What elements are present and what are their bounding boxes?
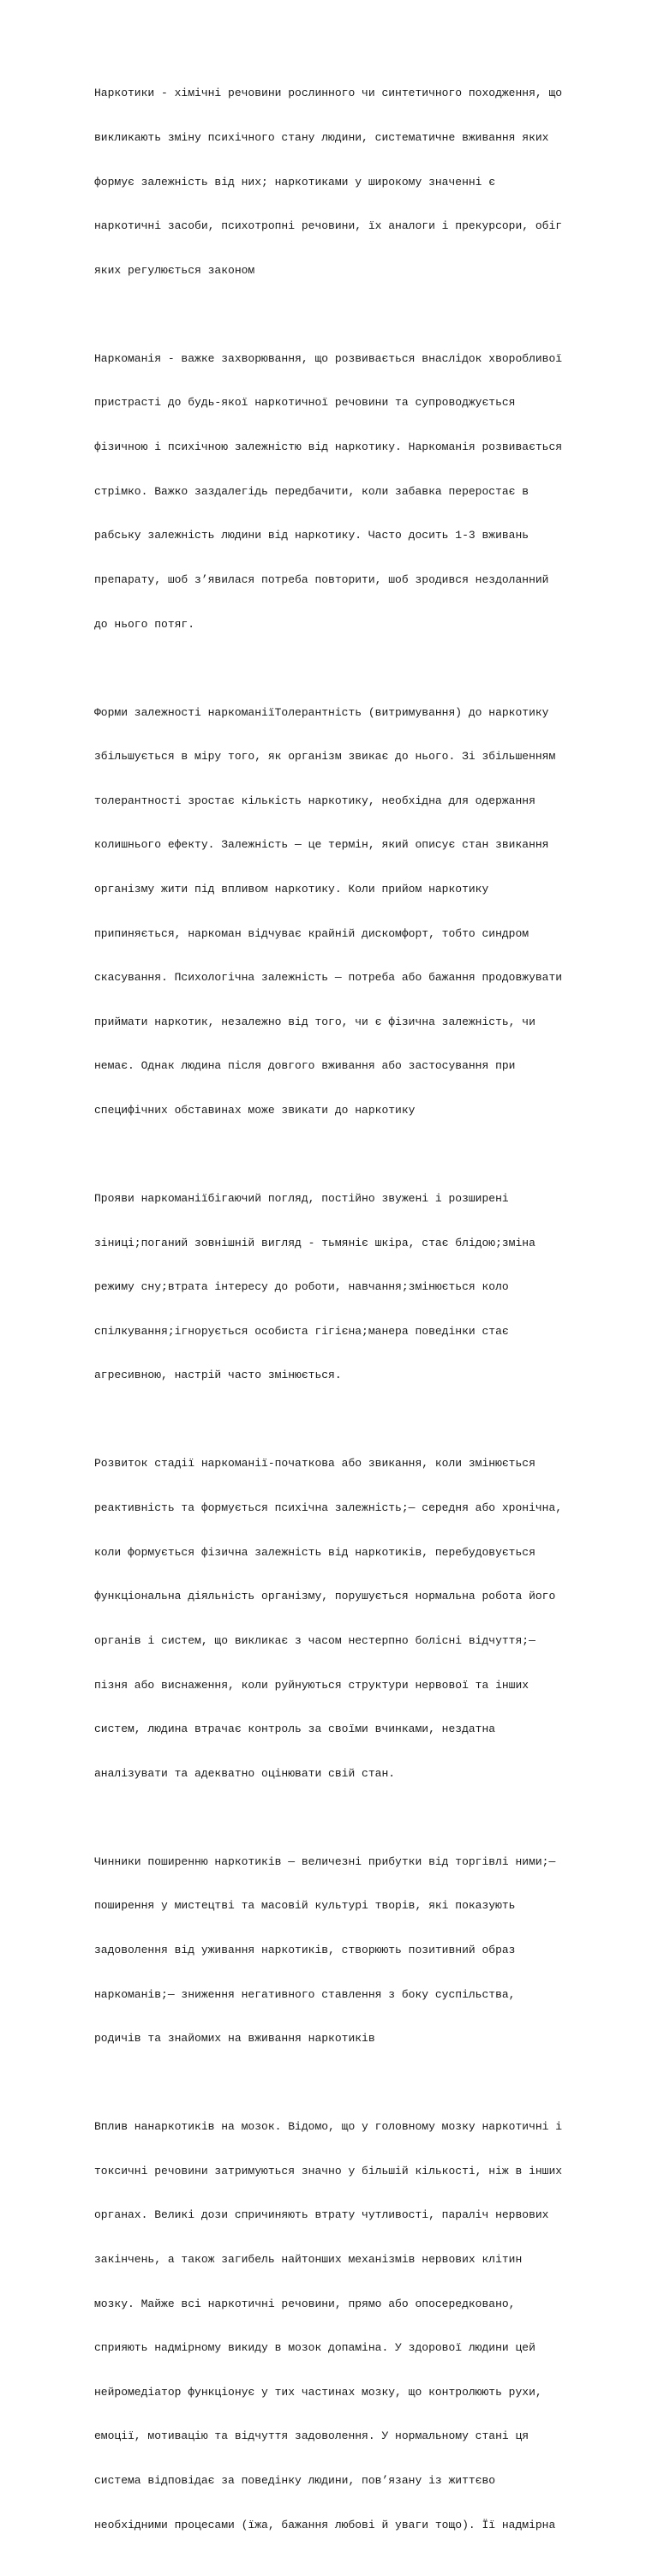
text-line: Наркоманія - важке захворювання, що розвивається внаслідок хворобливої — [94, 351, 563, 365]
text-line: збільшується в міру того, як організм звикає до нього. Зі збільшенням — [94, 750, 556, 764]
text-line: спілкування;ігнорується особиста гігієна;манера поведінки стає — [94, 1324, 509, 1338]
text-line: систем, людина втрачає контроль за своїми вчинками, нездатна — [94, 1722, 496, 1736]
paragraph-narcotics-definition — [94, 57, 608, 307]
text-line: зіниці;поганий зовнішній вигляд - тьмяніє шкіра, стає блідою;зміна — [94, 1236, 535, 1249]
text-line: Форми залежності наркоманіїТолерантність (витримування) до наркотику — [94, 705, 549, 719]
text-line: закінчень, а також загибель найтонших механізмів нервових клітин — [94, 2253, 523, 2267]
text-line: органах. Великі дози спричиняють втрату чутливості, параліч нервових — [94, 2208, 549, 2222]
text-line: наркотичні засоби, психотропні речовини, їх аналоги і прекурсори, обіг — [94, 219, 563, 233]
text-line: яких регулюється законом — [94, 263, 255, 277]
text-line: нейромедіатор функціонує у тих частинах мозку, що контролюють рухи, — [94, 2385, 542, 2399]
text-line: система відповідає за поведінку людини, пов’язану із життєво — [94, 2474, 496, 2488]
text-line: агресивною, настрій часто змінюється. — [94, 1369, 342, 1382]
text-line: толерантності зростає кількість наркотику, необхідна для одержання — [94, 794, 535, 807]
text-line: рабську залежність людини від наркотику. Часто досить 1-3 вживань — [94, 529, 529, 542]
text-line: пристрасті до будь-якої наркотичної речовини та супроводжується — [94, 396, 516, 410]
text-line: фізичною і психічною залежністю від наркотику. Наркоманія розвивається — [94, 440, 563, 454]
text-line: задоволення від уживання наркотиків, створюють позитивний образ — [94, 1943, 516, 1956]
text-line: Розвиток стадії наркоманії-початкова або звикання, коли змінюється — [94, 1457, 535, 1471]
text-line: коли формується фізична залежність від наркотиків, перебудовується — [94, 1545, 535, 1559]
paragraph-spread-factors — [94, 1824, 608, 2075]
text-line: до нього потяг. — [94, 617, 195, 631]
text-line: емоції, мотивацію та відчуття задоволення. У нормальному стані ця — [94, 2429, 529, 2443]
text-line: Вплив нанаркотиків на мозок. Відомо, що у головному мозку наркотичні і — [94, 2120, 563, 2134]
text-line: викликають зміну психічного стану людини, систематичне вживання яких — [94, 131, 549, 145]
text-line: режиму сну;втрата інтересу до роботи, навчання;змінюється коло — [94, 1280, 509, 1294]
text-line: пізня або виснаження, коли руйнуються структури нервової та інших — [94, 1678, 529, 1692]
text-line: організму жити під впливом наркотику. Коли прийом наркотику — [94, 882, 489, 896]
text-line: токсичні речовини затримуються значно у більшій кількості, ніж в інших — [94, 2164, 563, 2178]
text-line: реактивність та формується психічна залежність;— середня або хронічна, — [94, 1501, 563, 1515]
text-line: приймати наркотик, незалежно від того, чи є фізична залежність, чи — [94, 1015, 535, 1028]
text-line: мозку. Майже всі наркотичні речовини, прямо або опосередковано, — [94, 2297, 516, 2310]
text-line: Наркотики - хімічні речовини рослинного чи синтетичного походження, що — [94, 87, 563, 100]
text-line: Прояви наркоманіїбігаючий погляд, постійно звужені і розширені — [94, 1192, 509, 1206]
text-line: немає. Однак людина після довгого вживання або застосування при — [94, 1059, 516, 1073]
text-line: стрімко. Важко заздалегідь передбачити, коли забавка переростає в — [94, 484, 529, 498]
text-line: припиняється, наркоман відчуває крайній дискомфорт, тобто синдром — [94, 926, 529, 940]
text-line: формує залежність від них; наркотиками у широкому значенні є — [94, 175, 496, 189]
text-line: органів і систем, що викликає з часом нестерпно болісні відчуття;— — [94, 1633, 535, 1647]
text-line: Чинники поширенню наркотиків — величезні прибутки від торгівлі ними;— — [94, 1854, 556, 1868]
text-line: поширення у мистецтві та масовій культурі творів, які показують — [94, 1899, 516, 1913]
paragraph-addiction-definition — [94, 321, 608, 661]
text-line: родичів та знайомих на вживання наркотиків — [94, 2032, 375, 2046]
text-line: наркоманів;— зниження негативного ставлення з боку суспільства, — [94, 1987, 516, 2001]
text-line: сприяють надмірному викиду в мозок допаміна. У здорової людини цей — [94, 2341, 535, 2355]
document-page — [94, 57, 608, 2576]
text-line: препарату, шоб з’явилася потреба повторити, шоб зродився нездоланний — [94, 572, 549, 586]
text-line: аналізувати та адекватно оцінювати свій стан. — [94, 1766, 396, 1780]
text-line: специфічних обставинах може звикати до наркотику — [94, 1104, 416, 1117]
text-line: колишнього ефекту. Залежність — це термін, який описує стан звикання — [94, 838, 549, 852]
paragraph-addiction-stages — [94, 1427, 608, 1810]
paragraph-addiction-signs — [94, 1162, 608, 1412]
paragraph-brain-effects — [94, 2090, 608, 2562]
text-line: функціональна діяльність організму, порушується нормальна робота його — [94, 1590, 556, 1603]
text-line: скасування. Психологічна залежність — потреба або бажання продовжувати — [94, 971, 563, 985]
text-line: необхідними процесами (їжа, бажання любові й уваги тощо). Її надмірна — [94, 2518, 556, 2531]
paragraph-dependence-forms — [94, 675, 608, 1147]
